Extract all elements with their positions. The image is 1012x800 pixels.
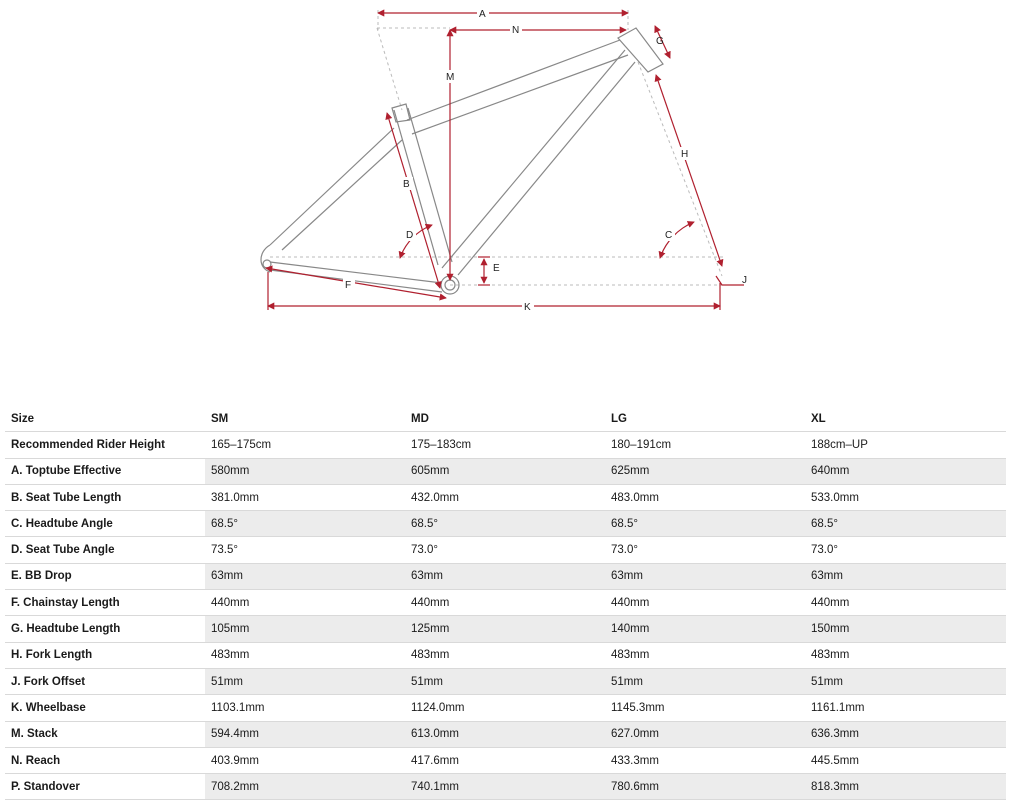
- table-cell: 636.3mm: [805, 721, 1006, 747]
- table-row: [5, 774, 1006, 800]
- table-cell: 1161.1mm: [805, 695, 1006, 721]
- row-label: N. Reach: [5, 747, 205, 773]
- table-row: [5, 458, 1006, 484]
- row-label: M. Stack: [5, 721, 205, 747]
- table-cell: 1103.1mm: [205, 695, 405, 721]
- table-cell: 68.5°: [605, 511, 805, 537]
- column-header: Size: [5, 406, 205, 432]
- table-header-row: [5, 406, 1006, 432]
- label-k: K: [524, 302, 531, 313]
- table-cell: 818.3mm: [805, 774, 1006, 800]
- label-d: D: [406, 230, 414, 241]
- row-label: K. Wheelbase: [5, 695, 205, 721]
- table-cell: 740.1mm: [405, 774, 605, 800]
- table-cell: 1124.0mm: [405, 695, 605, 721]
- label-h: H: [681, 149, 689, 160]
- guide-lines: [270, 10, 725, 285]
- label-f: F: [345, 280, 352, 291]
- label-g: G: [656, 36, 664, 47]
- table-row: [5, 484, 1006, 510]
- table-cell: 483mm: [405, 642, 605, 668]
- table-cell: 780.6mm: [605, 774, 805, 800]
- table-cell: 188cm–UP: [805, 432, 1006, 458]
- table-cell: 63mm: [205, 563, 405, 589]
- row-label: C. Headtube Angle: [5, 511, 205, 537]
- row-label: G. Headtube Length: [5, 616, 205, 642]
- table-cell: 125mm: [405, 616, 605, 642]
- table-cell: 605mm: [405, 458, 605, 484]
- dimension-line-b: [387, 113, 440, 288]
- label-a: A: [479, 9, 486, 20]
- label-j: J: [742, 275, 747, 286]
- table-cell: 73.0°: [605, 537, 805, 563]
- table-cell: 63mm: [405, 563, 605, 589]
- table-cell: 440mm: [605, 590, 805, 616]
- table-cell: 381.0mm: [205, 484, 405, 510]
- table-cell: 140mm: [605, 616, 805, 642]
- table-cell: 440mm: [205, 590, 405, 616]
- table-cell: 150mm: [805, 616, 1006, 642]
- label-m: M: [446, 72, 455, 83]
- column-header: XL: [805, 406, 1006, 432]
- table-row: [5, 695, 1006, 721]
- table-cell: 73.0°: [805, 537, 1006, 563]
- label-n: N: [512, 25, 520, 36]
- dimension-lines: [266, 13, 744, 310]
- column-header: MD: [405, 406, 605, 432]
- table-cell: 445.5mm: [805, 747, 1006, 773]
- table-cell: 175–183cm: [405, 432, 605, 458]
- label-b: B: [403, 179, 410, 190]
- dimension-labels: [343, 6, 747, 313]
- row-label: F. Chainstay Length: [5, 590, 205, 616]
- table-cell: 51mm: [405, 668, 605, 694]
- table-cell: 613.0mm: [405, 721, 605, 747]
- table-cell: 165–175cm: [205, 432, 405, 458]
- table-row: [5, 721, 1006, 747]
- table-cell: 440mm: [805, 590, 1006, 616]
- row-label: P. Standover: [5, 774, 205, 800]
- table-cell: 68.5°: [805, 511, 1006, 537]
- table-cell: 483.0mm: [605, 484, 805, 510]
- table-cell: 73.0°: [405, 537, 605, 563]
- row-label: J. Fork Offset: [5, 668, 205, 694]
- geometry-table: [5, 406, 1006, 800]
- table-cell: 105mm: [205, 616, 405, 642]
- row-label: B. Seat Tube Length: [5, 484, 205, 510]
- table-row: [5, 642, 1006, 668]
- table-cell: 433.3mm: [605, 747, 805, 773]
- table-cell: 483mm: [205, 642, 405, 668]
- table-cell: 68.5°: [205, 511, 405, 537]
- table-cell: 417.6mm: [405, 747, 605, 773]
- table-cell: 51mm: [205, 668, 405, 694]
- table-cell: 483mm: [605, 642, 805, 668]
- table-row: [5, 590, 1006, 616]
- table-cell: 73.5°: [205, 537, 405, 563]
- table-row: [5, 563, 1006, 589]
- table-cell: 1145.3mm: [605, 695, 805, 721]
- column-header: LG: [605, 406, 805, 432]
- table-cell: 640mm: [805, 458, 1006, 484]
- table-cell: 63mm: [805, 563, 1006, 589]
- row-label: Recommended Rider Height: [5, 432, 205, 458]
- table-cell: 708.2mm: [205, 774, 405, 800]
- frame-geometry-diagram: [0, 0, 1012, 330]
- row-label: A. Toptube Effective: [5, 458, 205, 484]
- table-cell: 403.9mm: [205, 747, 405, 773]
- table-cell: 625mm: [605, 458, 805, 484]
- table-row: [5, 616, 1006, 642]
- column-header: SM: [205, 406, 405, 432]
- table-row: [5, 432, 1006, 458]
- table-cell: 440mm: [405, 590, 605, 616]
- table-cell: 580mm: [205, 458, 405, 484]
- table-cell: 51mm: [605, 668, 805, 694]
- table-cell: 68.5°: [405, 511, 605, 537]
- table-row: [5, 747, 1006, 773]
- table-cell: 533.0mm: [805, 484, 1006, 510]
- table-row: [5, 668, 1006, 694]
- bike-frame: [261, 28, 663, 294]
- label-e: E: [493, 263, 500, 274]
- table-cell: 594.4mm: [205, 721, 405, 747]
- row-label: E. BB Drop: [5, 563, 205, 589]
- table-cell: 432.0mm: [405, 484, 605, 510]
- row-label: D. Seat Tube Angle: [5, 537, 205, 563]
- table-cell: 51mm: [805, 668, 1006, 694]
- table-cell: 180–191cm: [605, 432, 805, 458]
- row-label: H. Fork Length: [5, 642, 205, 668]
- label-c: C: [665, 230, 673, 241]
- table-row: [5, 537, 1006, 563]
- table-cell: 627.0mm: [605, 721, 805, 747]
- table-cell: 483mm: [805, 642, 1006, 668]
- table-row: [5, 511, 1006, 537]
- table-cell: 63mm: [605, 563, 805, 589]
